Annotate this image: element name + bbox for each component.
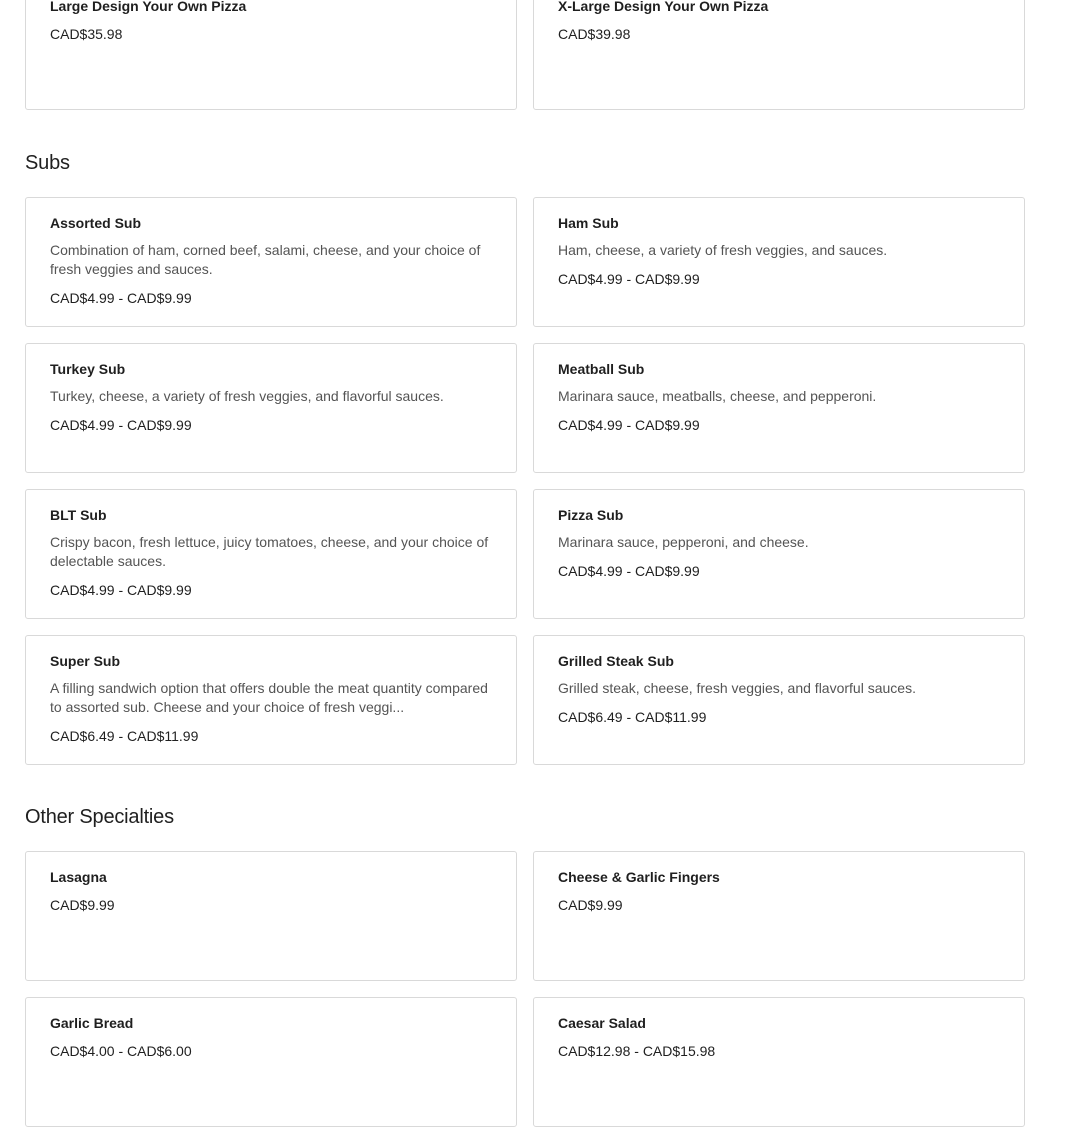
menu-item-price: CAD$4.99 - CAD$9.99 <box>558 271 700 287</box>
menu-item-card[interactable] <box>533 635 1025 765</box>
menu-item-name: Super Sub <box>50 653 121 669</box>
menu-item-card[interactable] <box>25 635 517 765</box>
menu-item-card[interactable] <box>533 997 1025 1127</box>
other-specialties-grid <box>25 851 1025 1127</box>
menu-item-name: Pizza Sub <box>558 507 624 523</box>
menu-item-price: CAD$9.99 <box>50 897 115 913</box>
menu-item-description: Grilled steak, cheese, fresh veggies, and flavorful sauces. <box>558 680 916 696</box>
menu-item-price: CAD$6.49 - CAD$11.99 <box>50 728 199 744</box>
menu-item-price: CAD$4.99 - CAD$9.99 <box>558 417 700 433</box>
menu-item-name: Assorted Sub <box>50 215 142 231</box>
section-title-subs: Subs <box>25 152 70 174</box>
menu-item-description: Combination of ham, corned beef, salami, cheese, and your choice of fresh veggies and sauces. <box>50 242 481 277</box>
menu-item-price: CAD$4.00 - CAD$6.00 <box>50 1043 192 1059</box>
menu-item-price: CAD$39.98 <box>558 26 631 42</box>
menu-item-description: Marinara sauce, pepperoni, and cheese. <box>558 534 809 550</box>
menu-item-name: Ham Sub <box>558 215 619 231</box>
menu-item-price: CAD$35.98 <box>50 26 123 42</box>
menu-item-card[interactable] <box>25 197 517 327</box>
menu-item-card[interactable] <box>25 0 517 110</box>
menu-item-name: Meatball Sub <box>558 361 645 377</box>
menu-item-card[interactable] <box>25 343 517 473</box>
menu-item-price: CAD$4.99 - CAD$9.99 <box>50 290 192 306</box>
menu-item-name: X-Large Design Your Own Pizza <box>558 0 769 14</box>
menu-item-price: CAD$4.99 - CAD$9.99 <box>50 417 192 433</box>
menu-item-name: Large Design Your Own Pizza <box>50 0 247 14</box>
menu-item-card[interactable] <box>25 489 517 619</box>
menu-item-description: A filling sandwich option that offers double the meat quantity compared to assorted sub. Cheese and your choice of fresh veggi... <box>50 680 488 715</box>
menu-item-description: Marinara sauce, meatballs, cheese, and pepperoni. <box>558 388 877 404</box>
menu-item-name: Lasagna <box>50 869 107 885</box>
menu-item-name: Caesar Salad <box>558 1015 646 1031</box>
menu-item-description: Turkey, cheese, a variety of fresh veggies, and flavorful sauces. <box>50 388 444 404</box>
menu-item-card[interactable] <box>25 997 517 1127</box>
pizza-grid <box>25 0 1025 110</box>
menu-item-name: BLT Sub <box>50 507 107 523</box>
menu-item-card[interactable] <box>533 343 1025 473</box>
menu-item-card[interactable] <box>533 197 1025 327</box>
menu-item-description: Crispy bacon, fresh lettuce, juicy tomatoes, cheese, and your choice of delectable sauces. <box>50 534 489 569</box>
menu-item-card[interactable] <box>25 851 517 981</box>
menu-item-name: Turkey Sub <box>50 361 126 377</box>
menu-item-card[interactable] <box>533 0 1025 110</box>
menu-item-price: CAD$12.98 - CAD$15.98 <box>558 1043 716 1059</box>
menu-item-price: CAD$9.99 <box>558 897 623 913</box>
menu-item-price: CAD$4.99 - CAD$9.99 <box>50 582 192 598</box>
subs-grid <box>25 197 1025 765</box>
menu-item-name: Grilled Steak Sub <box>558 653 674 669</box>
menu-item-card[interactable] <box>533 851 1025 981</box>
section-title-other-specialties: Other Specialties <box>25 806 174 828</box>
menu-item-card[interactable] <box>533 489 1025 619</box>
menu-item-price: CAD$6.49 - CAD$11.99 <box>558 709 707 725</box>
menu-item-price: CAD$4.99 - CAD$9.99 <box>558 563 700 579</box>
menu-item-name: Garlic Bread <box>50 1015 134 1031</box>
menu-item-description: Ham, cheese, a variety of fresh veggies, and sauces. <box>558 242 888 258</box>
menu-item-name: Cheese & Garlic Fingers <box>558 869 720 885</box>
